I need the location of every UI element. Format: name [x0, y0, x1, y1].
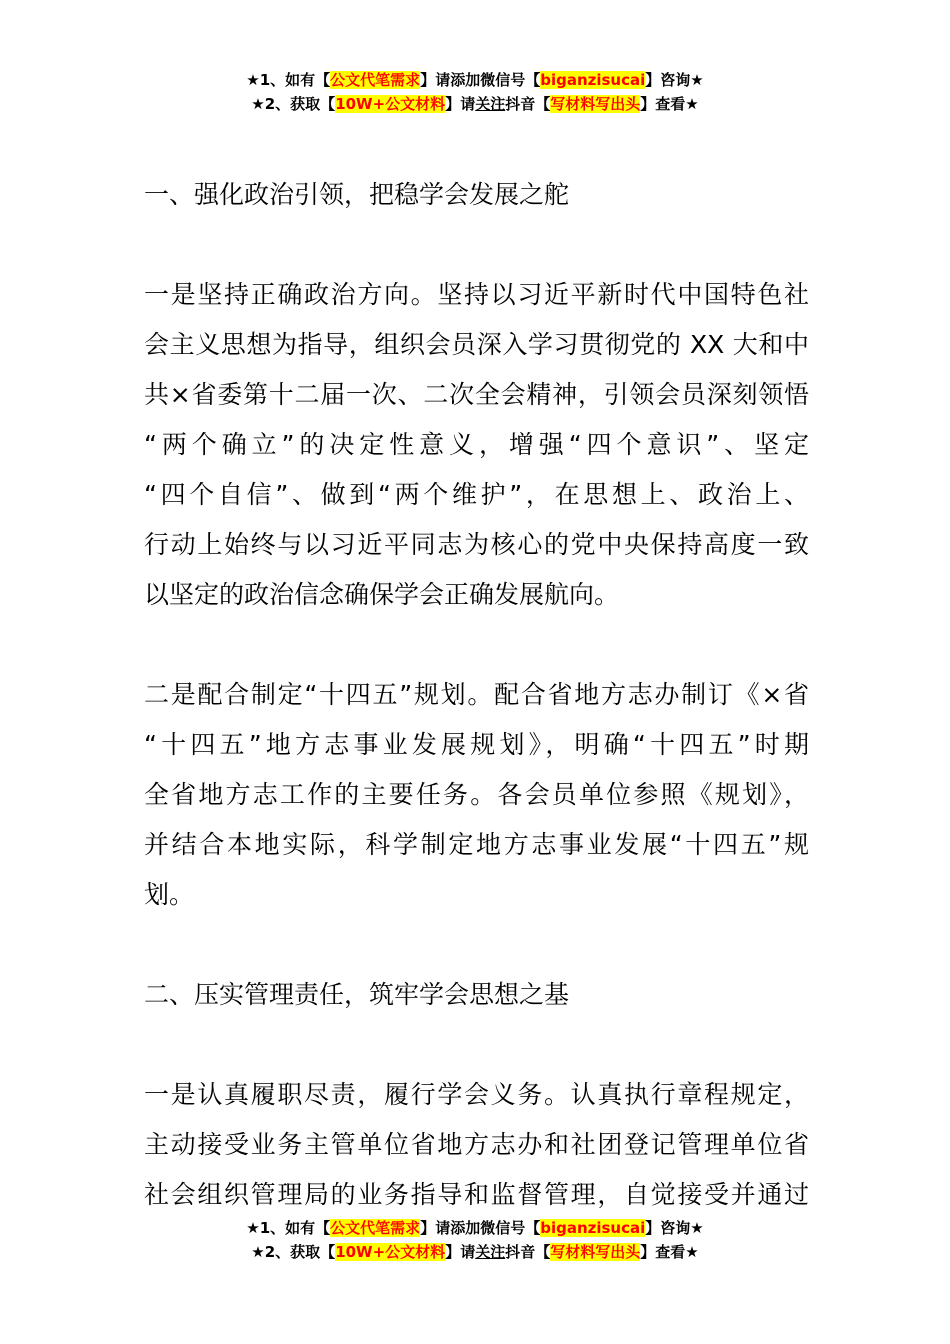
promo-text: 】请添加微信号【 [420, 1219, 541, 1237]
paragraph-line: “两个确立”的决定性意义，增强“四个意识”、坚定 [144, 430, 809, 459]
paragraph-line: “十四五”地方志事业发展规划》，明确“十四五”时期 [144, 730, 809, 759]
paragraph-line: 全省地方志工作的主要任务。各会员单位参照《规划》， [144, 780, 809, 809]
promo-wechat-id: biganzisucai [540, 1219, 646, 1237]
promo-text: 】请 [445, 1243, 476, 1261]
promo-line-2 [0, 1240, 950, 1264]
promo-text: 抖音【 [505, 1243, 551, 1261]
paragraph-line: 划。 [144, 880, 195, 909]
paragraph-five-year-plan [144, 670, 809, 920]
promo-underlined-text: 关注 [475, 95, 506, 113]
paragraph-fulfill-duties [144, 1070, 809, 1220]
promo-text: 】请添加微信号【 [420, 71, 541, 89]
paragraph-line: 社会组织管理局的业务指导和监督管理，自觉接受并通过 [144, 1180, 809, 1209]
paragraph-line: 以坚定的政治信念确保学会正确发展航向。 [144, 580, 620, 609]
paragraph-political-direction [144, 270, 809, 620]
paragraph-line: 共×省委第十二届一次、二次全会精神，引领会员深刻领悟 [144, 380, 809, 409]
promo-text: ★1、如有【 [246, 1219, 331, 1237]
promo-text: 】咨询★ [645, 71, 704, 89]
section-heading-1: 一、强化政治引领，把稳学会发展之舵 [144, 180, 570, 209]
promo-highlight: 10W+公文材料 [335, 1243, 446, 1261]
paragraph-line: 一是认真履职尽责，履行学会义务。认真执行章程规定， [144, 1080, 809, 1109]
promo-text: 抖音【 [505, 95, 551, 113]
promo-douyin-name: 写材料写出头 [550, 95, 641, 113]
bottom-promo-banner [0, 1216, 950, 1264]
paragraph-line: 会主义思想为指导，组织会员深入学习贯彻党的 XX 大和中 [144, 330, 809, 359]
paragraph-line: 二是配合制定“十四五”规划。配合省地方志办制订《×省 [144, 680, 809, 709]
promo-text: 】查看★ [640, 1243, 699, 1261]
promo-douyin-name: 写材料写出头 [550, 1243, 641, 1261]
paragraph-line: 主动接受业务主管单位省地方志办和社团登记管理单位省 [144, 1130, 809, 1159]
paragraph-line: 一是坚持正确政治方向。坚持以习近平新时代中国特色社 [144, 280, 809, 309]
promo-text: 】咨询★ [645, 1219, 704, 1237]
document-body [144, 170, 809, 1270]
promo-highlight: 公文代笔需求 [330, 71, 421, 89]
promo-highlight: 公文代笔需求 [330, 1219, 421, 1237]
section-heading-2: 二、压实管理责任，筑牢学会思想之基 [144, 980, 570, 1009]
promo-wechat-id: biganzisucai [540, 71, 646, 89]
paragraph-line: 并结合本地实际，科学制定地方志事业发展“十四五”规 [144, 830, 809, 859]
promo-line-1 [0, 1216, 950, 1240]
paragraph-line: 行动上始终与以习近平同志为核心的党中央保持高度一致 [144, 530, 809, 559]
promo-text: ★2、获取【 [251, 95, 336, 113]
promo-line-1 [0, 68, 950, 92]
promo-text: 】查看★ [640, 95, 699, 113]
promo-text: ★1、如有【 [246, 71, 331, 89]
promo-text: 】请 [445, 95, 476, 113]
paragraph-line: “四个自信”、做到“两个维护”，在思想上、政治上、 [144, 480, 809, 509]
promo-underlined-text: 关注 [475, 1243, 506, 1261]
promo-text: ★2、获取【 [251, 1243, 336, 1261]
promo-highlight: 10W+公文材料 [335, 95, 446, 113]
top-promo-banner [0, 68, 950, 116]
promo-line-2 [0, 92, 950, 116]
